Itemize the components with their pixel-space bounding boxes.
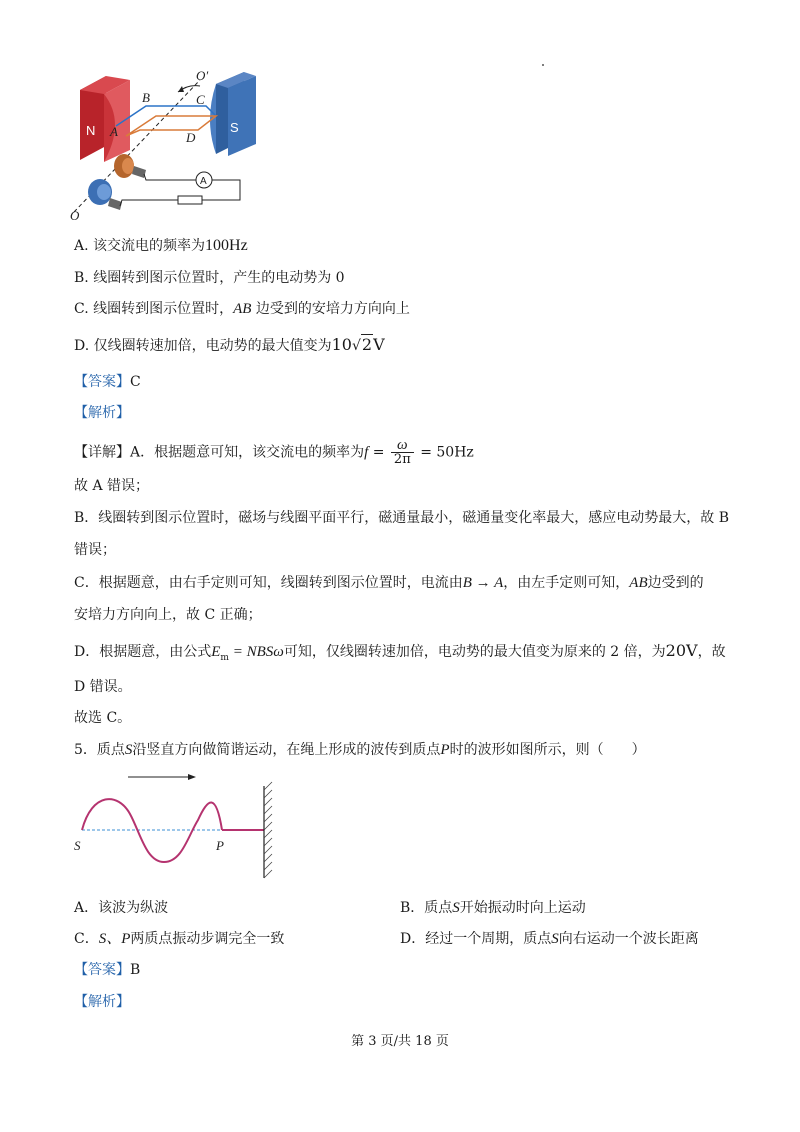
q4-detail-d-line1: D．根据题意，由公式$E_m = NBS\omega$可知，仅线圈转速加倍，电动势的最大值变为原来的 2 倍，为20V，故 <box>74 641 726 663</box>
q4-option-a: A. 该交流电的频率为100Hz <box>74 237 248 254</box>
q4-detail-c-line1: C．根据题意，由右手定则可知，线圈转到图示位置时，电流由B → A，由左手定则可知，AB边受到的 <box>74 575 704 591</box>
q5-answer: 【答案】B <box>74 962 141 978</box>
q4-option-b: B. 线圈转到图示位置时，产生的电动势为 0 <box>74 270 345 286</box>
scan-dot <box>542 64 544 66</box>
wave-curve <box>82 799 222 862</box>
ammeter-label: A <box>200 176 207 187</box>
q4-detail-c-line2: 安培力方向向上，故 C 正确； <box>74 607 262 623</box>
label-a: A <box>110 124 118 139</box>
q5-option-d: D．经过一个周期，质点S向右运动一个波长距离 <box>400 931 699 947</box>
q4-option-d: D. 仅线圈转速加倍，电动势的最大值变为10√2V <box>74 335 385 354</box>
label-o: O <box>70 208 80 222</box>
wave-label-s: S <box>74 838 81 853</box>
label-s: S <box>230 120 239 135</box>
page-footer: 第 3 页/共 18 页 <box>351 1034 449 1049</box>
omega-fraction: $\frac{\omega}{2\pi}$ <box>391 438 414 467</box>
q5-option-c: C．S、P两质点振动步调完全一致 <box>74 931 285 947</box>
q4-answer: 【答案】C <box>74 374 141 390</box>
wall-hatch <box>264 782 272 878</box>
q4-detail-d-line2: D 错误。 <box>74 679 132 695</box>
q5-option-a: A．该波为纵波 <box>74 900 169 916</box>
q4-choose: 故选 C。 <box>74 710 132 726</box>
label-n: N <box>86 123 96 138</box>
label-o-prime: O′ <box>196 68 209 83</box>
q4-analysis-label: 【解析】 <box>74 405 130 421</box>
q4-detail-b-line1: B．线圈转到图示位置时，磁场与线圈平面平行，磁通量最小，磁通量变化率最大，感应电动势最大，故 B <box>74 510 730 526</box>
q4-detail-a: 【详解】A．根据题意可知，该交流电的频率为f = $\frac{\omega}{2\pi}$ = 50Hz <box>74 437 474 467</box>
q4-detail-b-line2: 错误； <box>74 542 116 558</box>
q5-option-b: B．质点S开始振动时向上运动 <box>400 900 586 916</box>
label-c: C <box>196 92 205 107</box>
q4-option-c: C. 线圈转到图示位置时，AB 边受到的安培力方向向上 <box>74 301 410 317</box>
label-d: D <box>186 130 196 145</box>
label-b: B <box>142 90 150 105</box>
wave-label-p: P <box>216 838 224 853</box>
q5-analysis-label: 【解析】 <box>74 994 130 1010</box>
generator-figure <box>66 62 266 222</box>
q5-stem: 5．质点S沿竖直方向做简谐运动，在绳上形成的波传到质点P时的波形如图所示，则（ ） <box>74 742 646 758</box>
wave-figure <box>66 766 286 882</box>
q4-detail-a-conclusion: 故 A 错误； <box>74 478 150 494</box>
